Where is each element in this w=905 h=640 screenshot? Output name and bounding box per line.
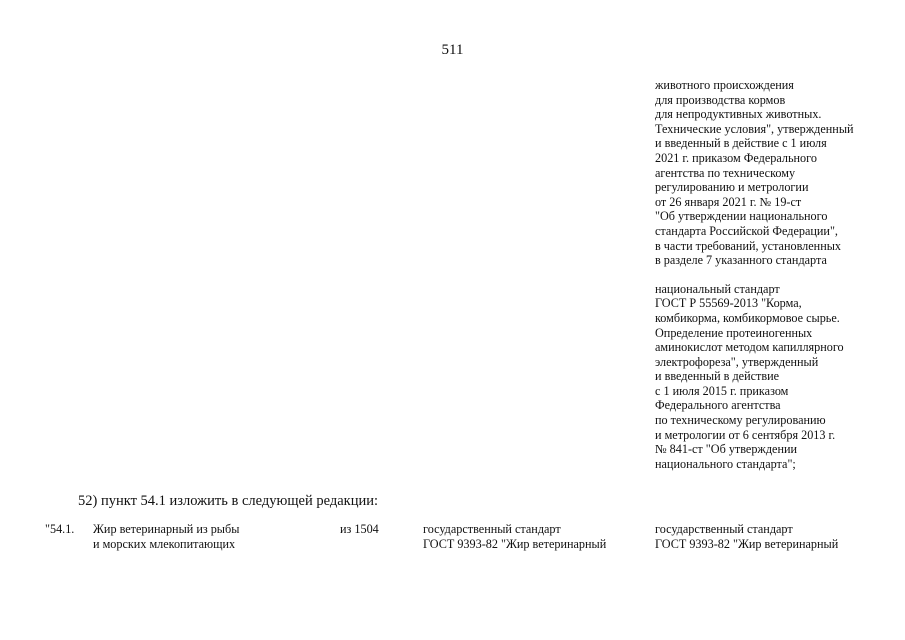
text-line: национального стандарта"; <box>655 456 796 471</box>
text-line: и введенный в действие с 1 июля <box>655 136 827 151</box>
table-cell-product-name <box>93 522 239 551</box>
text-line: агентства по техническому <box>655 165 796 180</box>
text-line: комбикорма, комбикормовое сырье. <box>655 310 840 325</box>
text-line: ГОСТ 9393-82 "Жир ветеринарный <box>423 536 607 551</box>
text-line: "Об утверждении национального <box>655 209 828 224</box>
standard-reference-block-1 <box>655 78 895 268</box>
text-line: национальный стандарт <box>655 281 780 296</box>
text-line: в разделе 7 указанного стандарта <box>655 253 827 268</box>
text-line: ГОСТ 9393-82 "Жир ветеринарный <box>655 536 839 551</box>
standard-reference-block-2 <box>655 282 895 472</box>
text-line: для производства кормов <box>655 92 786 107</box>
table-cell-standard-1 <box>423 522 606 551</box>
text-line: в части требований, установленных <box>655 238 841 253</box>
table-cell-code: из 1504 <box>340 522 379 536</box>
amendment-instruction: 52) пункт 54.1 изложить в следующей редакции: <box>78 493 378 509</box>
text-line: стандарта Российской Федерации", <box>655 223 838 238</box>
text-line: Федерального агентства <box>655 398 781 413</box>
text-line: и метрологии от 6 сентября 2013 г. <box>655 427 836 442</box>
text-line: и введенный в действие <box>655 369 780 384</box>
page-number: 511 <box>441 42 464 58</box>
text-line: животного происхождения <box>655 78 794 92</box>
text-line: Жир ветеринарный из рыбы <box>93 522 240 536</box>
text-line: и морских млекопитающих <box>93 536 236 551</box>
text-line: электрофореза", утвержденный <box>655 354 819 369</box>
text-line: Определение протеиногенных <box>655 325 813 340</box>
text-line: ГОСТ Р 55569-2013 "Корма, <box>655 296 802 311</box>
text-line: регулированию и метрологии <box>655 180 809 195</box>
text-line: для непродуктивных животных. <box>655 107 822 122</box>
text-line: государственный стандарт <box>423 522 561 536</box>
table-row-number: "54.1. <box>45 522 75 536</box>
text-line: государственный стандарт <box>655 522 793 536</box>
table-cell-standard-2 <box>655 522 838 551</box>
right-column-text <box>655 78 895 471</box>
block-spacer <box>655 268 895 282</box>
text-line: № 841-ст "Об утверждении <box>655 442 798 457</box>
text-line: 2021 г. приказом Федерального <box>655 150 817 165</box>
text-line: от 26 января 2021 г. № 19-ст <box>655 194 802 209</box>
text-line: с 1 июля 2015 г. приказом <box>655 383 789 398</box>
text-line: по техническому регулированию <box>655 413 826 428</box>
text-line: Технические условия", утвержденный <box>655 121 854 136</box>
text-line: аминокислот методом капиллярного <box>655 340 844 355</box>
